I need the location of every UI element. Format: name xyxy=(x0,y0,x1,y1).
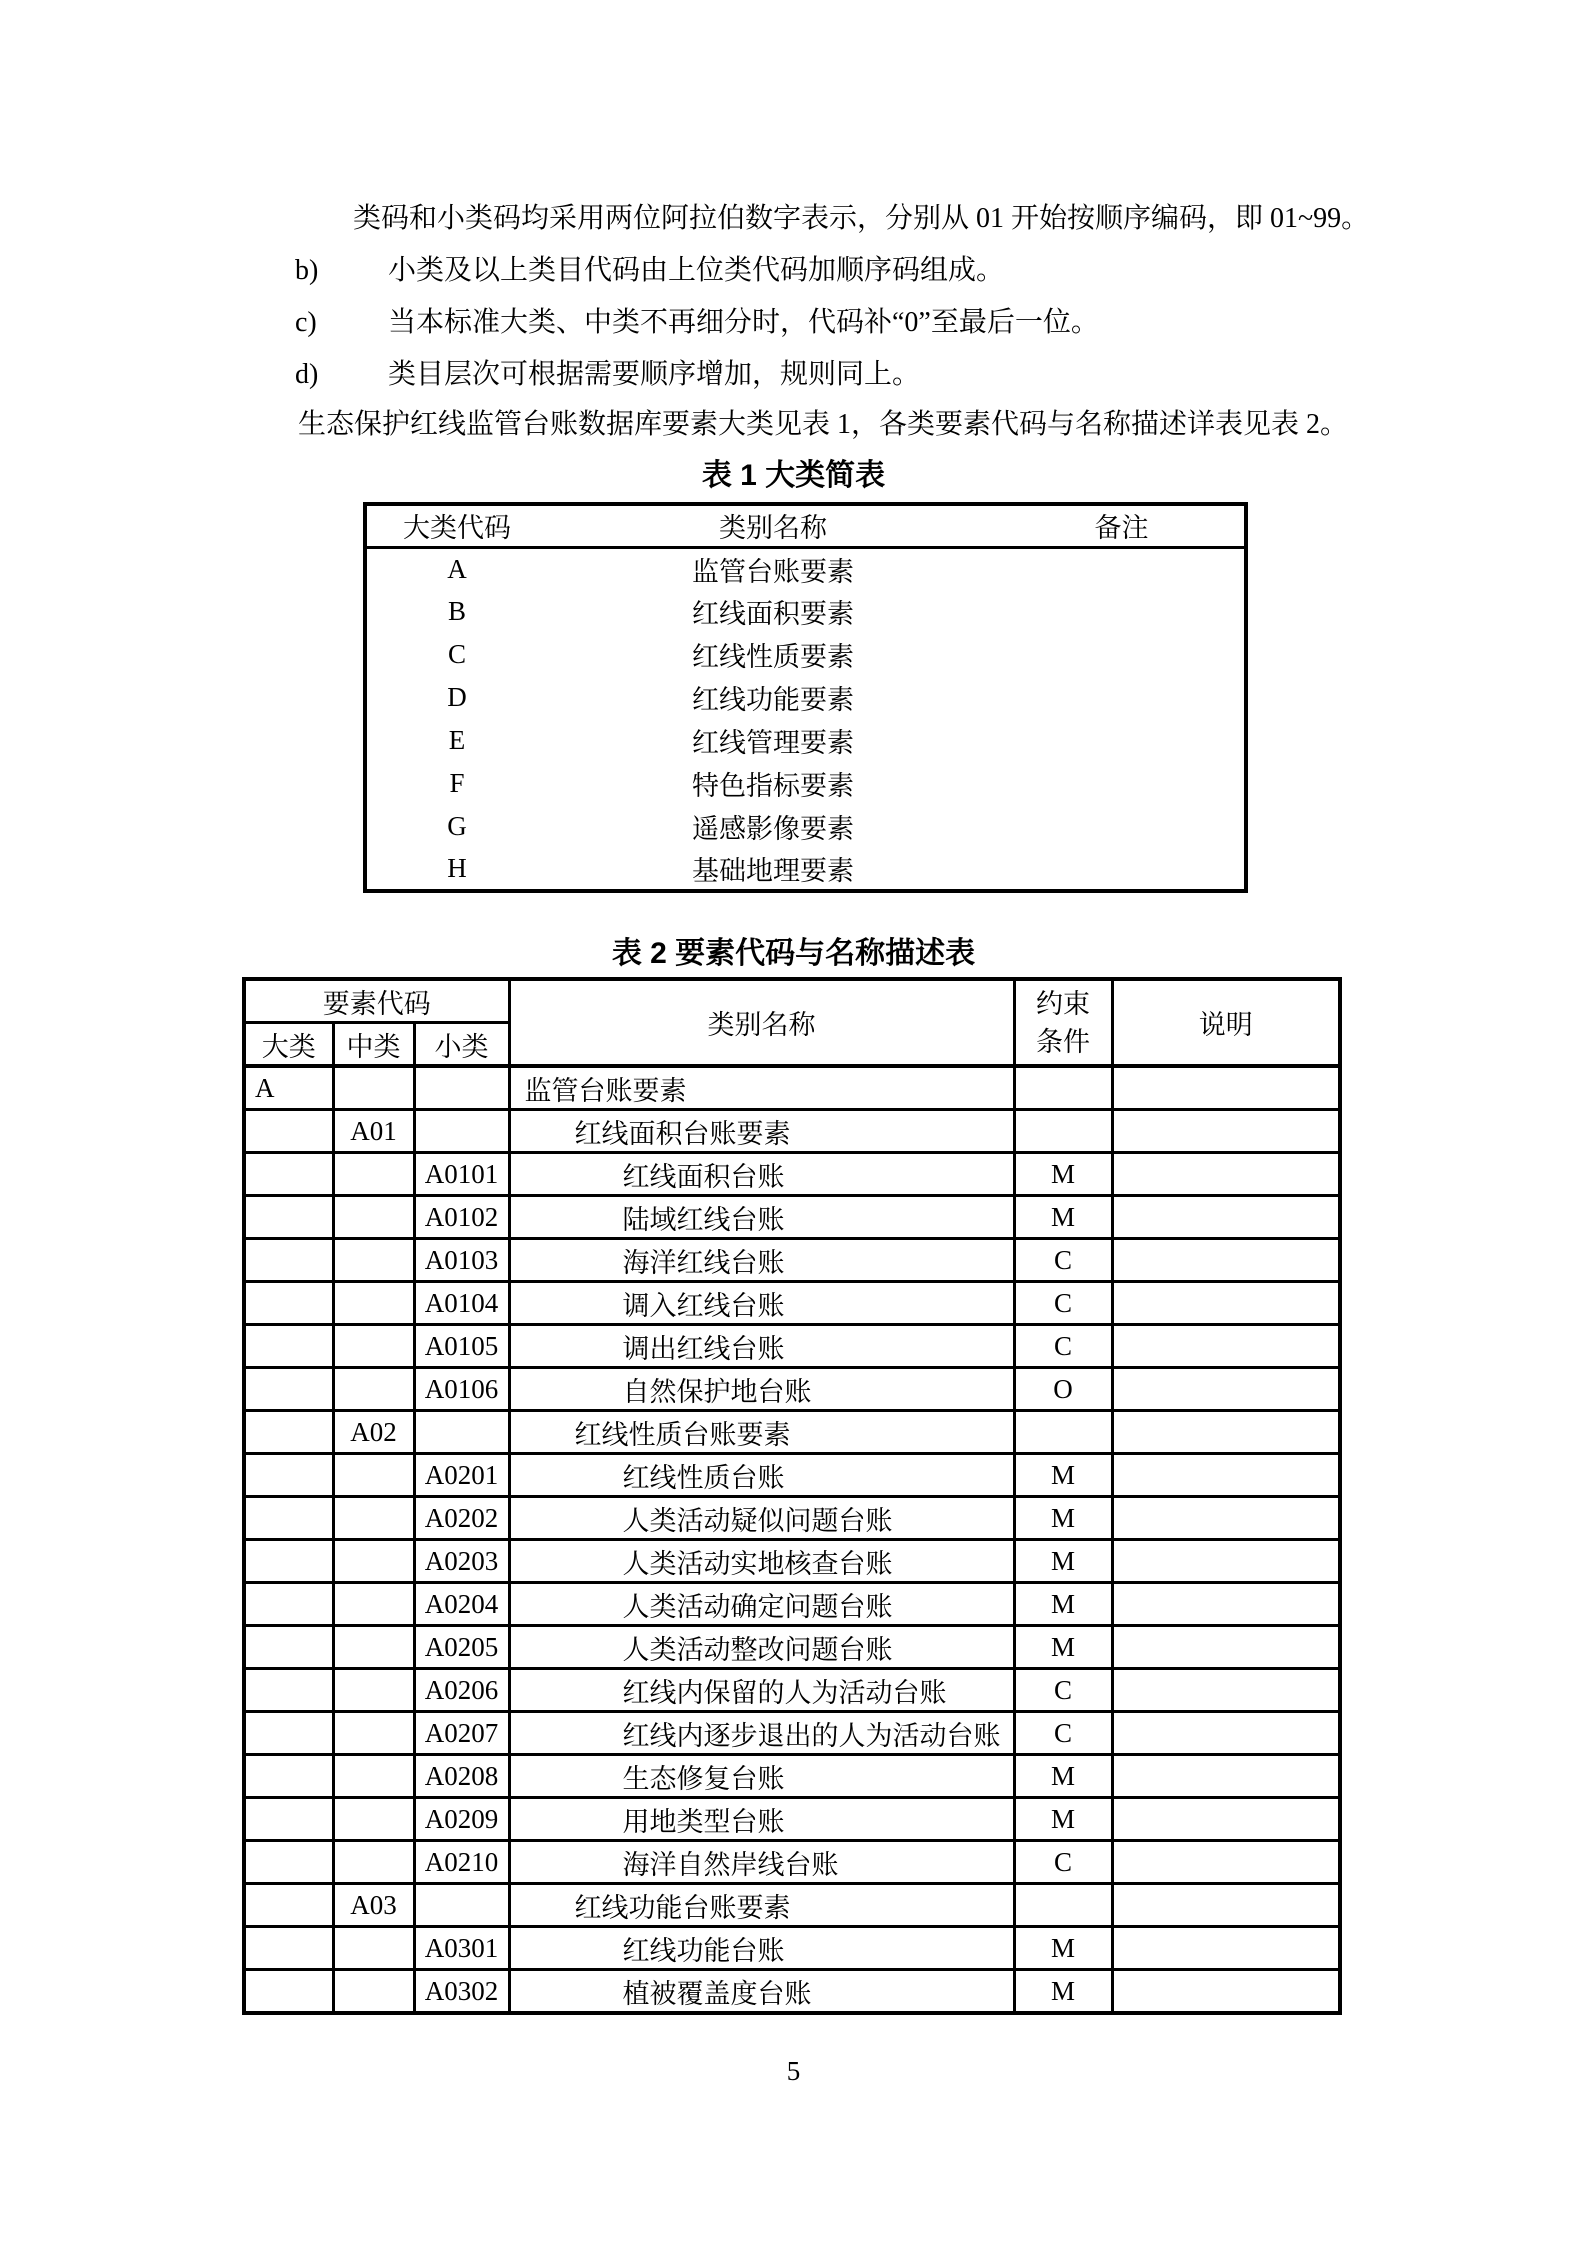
table1-header-row xyxy=(365,504,1246,547)
table2-row xyxy=(244,1755,1340,1798)
constraint-cell: C xyxy=(1014,1712,1112,1755)
table2-row xyxy=(244,1583,1340,1626)
mid-class-cell: A03 xyxy=(333,1884,414,1927)
description-cell xyxy=(1112,1540,1340,1583)
table2-header-row-1 xyxy=(244,979,1340,1023)
major-code-cell: B xyxy=(447,596,466,626)
mid-class-cell xyxy=(333,1755,414,1798)
note-cell xyxy=(999,676,1246,719)
minor-class-cell xyxy=(414,1884,509,1927)
description-cell xyxy=(1112,1497,1340,1540)
mid-class-cell: A01 xyxy=(333,1110,414,1153)
major-code-cell: A xyxy=(447,553,467,584)
minor-class-cell: A0105 xyxy=(414,1325,509,1368)
major-class-cell xyxy=(244,1239,333,1282)
category-name-cell: 红线面积台账 xyxy=(509,1153,1014,1196)
category-name-cell: 人类活动整改问题台账 xyxy=(509,1626,1014,1669)
category-name-cell: 红线性质要素 xyxy=(692,642,854,672)
table2-header-description: 说明 xyxy=(1112,979,1340,1066)
mid-class-cell xyxy=(333,1927,414,1970)
minor-class-cell: A0201 xyxy=(414,1454,509,1497)
major-code-cell: G xyxy=(447,811,467,841)
minor-class-cell: A0104 xyxy=(414,1282,509,1325)
major-class-cell xyxy=(244,1927,333,1970)
major-class-cell xyxy=(244,1110,333,1153)
constraint-cell: M xyxy=(1014,1626,1112,1669)
intro-paragraph: 生态保护红线监管台账数据库要素大类见表 1，各类要素代码与名称描述详表见表 2。 xyxy=(298,409,1349,440)
table1-row xyxy=(365,676,1246,719)
category-name-cell: 红线内保留的人为活动台账 xyxy=(509,1669,1014,1712)
category-name-cell: 监管台账要素 xyxy=(509,1066,1014,1110)
constraint-cell: M xyxy=(1014,1927,1112,1970)
constraint-cell: C xyxy=(1014,1669,1112,1712)
table2-row xyxy=(244,1540,1340,1583)
mid-class-cell xyxy=(333,1239,414,1282)
table1-row xyxy=(365,848,1246,891)
major-class-cell: A xyxy=(244,1066,333,1110)
minor-class-cell: A0102 xyxy=(414,1196,509,1239)
major-code-cell: E xyxy=(448,725,466,755)
table2-row xyxy=(244,1669,1340,1712)
description-cell xyxy=(1112,1325,1340,1368)
description-cell xyxy=(1112,1066,1340,1110)
constraint-cell: M xyxy=(1014,1497,1112,1540)
mid-class-cell xyxy=(333,1153,414,1196)
table1-row xyxy=(365,805,1246,848)
major-class-cell xyxy=(244,1196,333,1239)
mid-class-cell xyxy=(333,1540,414,1583)
mid-class-cell xyxy=(333,1066,414,1110)
mid-class-cell xyxy=(333,1282,414,1325)
category-name-cell: 遥感影像要素 xyxy=(692,814,854,844)
category-name-cell: 红线功能要素 xyxy=(692,685,854,715)
list-marker-b: b) xyxy=(295,255,319,286)
description-cell xyxy=(1112,1153,1340,1196)
constraint-cell: C xyxy=(1014,1282,1112,1325)
table2-row xyxy=(244,1196,1340,1239)
table2-row xyxy=(244,1454,1340,1497)
list-marker-d: d) xyxy=(295,359,319,390)
table1-body xyxy=(365,547,1246,891)
note-cell xyxy=(999,719,1246,762)
major-class-cell xyxy=(244,1540,333,1583)
major-class-cell xyxy=(244,1497,333,1540)
minor-class-cell: A0302 xyxy=(414,1970,509,2014)
page-number: 5 xyxy=(786,2056,801,2086)
category-name-cell: 红线性质台账 xyxy=(509,1454,1014,1497)
category-name-cell: 自然保护地台账 xyxy=(509,1368,1014,1411)
category-name-cell: 植被覆盖度台账 xyxy=(509,1970,1014,2014)
mid-class-cell xyxy=(333,1798,414,1841)
major-class-cell xyxy=(244,1712,333,1755)
table2-row xyxy=(244,1110,1340,1153)
note-cell xyxy=(999,848,1246,891)
table1-row xyxy=(365,633,1246,676)
minor-class-cell xyxy=(414,1411,509,1454)
category-name-cell: 红线面积要素 xyxy=(692,599,854,629)
category-name-cell: 海洋自然岸线台账 xyxy=(509,1841,1014,1884)
table2-row xyxy=(244,1884,1340,1927)
table2-row xyxy=(244,1497,1340,1540)
constraint-cell: O xyxy=(1014,1368,1112,1411)
minor-class-cell: A0208 xyxy=(414,1755,509,1798)
list-marker-c: c) xyxy=(295,307,317,338)
minor-class-cell: A0101 xyxy=(414,1153,509,1196)
category-name-cell: 调出红线台账 xyxy=(509,1325,1014,1368)
constraint-cell: C xyxy=(1014,1325,1112,1368)
description-cell xyxy=(1112,1454,1340,1497)
constraint-cell: M xyxy=(1014,1798,1112,1841)
major-class-cell xyxy=(244,1755,333,1798)
minor-class-cell xyxy=(414,1110,509,1153)
major-class-cell xyxy=(244,1325,333,1368)
note-cell xyxy=(999,762,1246,805)
major-class-cell xyxy=(244,1841,333,1884)
table1-row xyxy=(365,547,1246,590)
major-class-cell xyxy=(244,1411,333,1454)
table1 xyxy=(363,502,1248,893)
description-cell xyxy=(1112,1712,1340,1755)
constraint-cell: M xyxy=(1014,1454,1112,1497)
description-cell xyxy=(1112,1755,1340,1798)
mid-class-cell xyxy=(333,1669,414,1712)
category-name-cell: 红线功能台账 xyxy=(509,1927,1014,1970)
major-class-cell xyxy=(244,1368,333,1411)
table1-header-note: 备注 xyxy=(1094,513,1149,544)
mid-class-cell xyxy=(333,1841,414,1884)
constraint-cell xyxy=(1014,1066,1112,1110)
table2-title: 表 2 要素代码与名称描述表 xyxy=(611,937,976,970)
table2-row xyxy=(244,1325,1340,1368)
constraint-cell: C xyxy=(1014,1239,1112,1282)
category-name-cell: 红线管理要素 xyxy=(692,728,854,758)
constraint-label-line2: 条件 xyxy=(1036,1026,1091,1057)
table2-header-minor: 小类 xyxy=(414,1023,509,1067)
constraint-label-line1: 约束 xyxy=(1036,988,1091,1019)
description-cell xyxy=(1112,1927,1340,1970)
table1-header-category-name: 类别名称 xyxy=(719,513,827,544)
constraint-cell: M xyxy=(1014,1153,1112,1196)
category-name-cell: 特色指标要素 xyxy=(692,771,854,801)
description-cell xyxy=(1112,1411,1340,1454)
major-class-cell xyxy=(244,1282,333,1325)
table1-header-major-code: 大类代码 xyxy=(403,513,511,544)
major-class-cell xyxy=(244,1583,333,1626)
table1-row xyxy=(365,762,1246,805)
major-code-cell: H xyxy=(447,853,467,883)
table2-header-mid: 中类 xyxy=(333,1023,414,1067)
mid-class-cell xyxy=(333,1196,414,1239)
category-name-cell: 红线功能台账要素 xyxy=(509,1884,1014,1927)
table2-row xyxy=(244,1368,1340,1411)
description-cell xyxy=(1112,1583,1340,1626)
list-item-b xyxy=(295,255,1004,287)
category-name-cell: 红线性质台账要素 xyxy=(509,1411,1014,1454)
description-cell xyxy=(1112,1239,1340,1282)
list-text-c: 当本标准大类、中类不再细分时，代码补“0”至最后一位。 xyxy=(388,307,1099,338)
list-text-b: 小类及以上类目代码由上位类代码加顺序码组成。 xyxy=(388,255,1005,286)
minor-class-cell: A0301 xyxy=(414,1927,509,1970)
major-code-cell: F xyxy=(449,768,465,798)
description-cell xyxy=(1112,1884,1340,1927)
category-name-cell: 陆域红线台账 xyxy=(509,1196,1014,1239)
minor-class-cell: A0209 xyxy=(414,1798,509,1841)
minor-class-cell: A0205 xyxy=(414,1626,509,1669)
major-code-cell: D xyxy=(447,682,467,712)
list-text-d: 类目层次可根据需要顺序增加，规则同上。 xyxy=(388,359,921,390)
minor-class-cell: A0207 xyxy=(414,1712,509,1755)
table2-header-code-group: 要素代码 xyxy=(244,979,509,1023)
major-class-cell xyxy=(244,1454,333,1497)
minor-class-cell: A0206 xyxy=(414,1669,509,1712)
category-name-cell: 监管台账要素 xyxy=(692,556,854,587)
mid-class-cell xyxy=(333,1454,414,1497)
mid-class-cell xyxy=(333,1970,414,2014)
constraint-cell: C xyxy=(1014,1841,1112,1884)
category-name-cell: 红线面积台账要素 xyxy=(509,1110,1014,1153)
table2-row xyxy=(244,1798,1340,1841)
table2-row xyxy=(244,1927,1340,1970)
minor-class-cell: A0203 xyxy=(414,1540,509,1583)
constraint-cell: M xyxy=(1014,1196,1112,1239)
constraint-cell: M xyxy=(1014,1540,1112,1583)
major-class-cell xyxy=(244,1669,333,1712)
description-cell xyxy=(1112,1196,1340,1239)
major-class-cell xyxy=(244,1884,333,1927)
table2-row xyxy=(244,1282,1340,1325)
table2-row xyxy=(244,1712,1340,1755)
description-cell xyxy=(1112,1368,1340,1411)
table2-body xyxy=(244,1066,1340,2013)
list-item-c xyxy=(295,307,1099,339)
minor-class-cell: A0204 xyxy=(414,1583,509,1626)
table2-row xyxy=(244,1153,1340,1196)
mid-class-cell xyxy=(333,1626,414,1669)
minor-class-cell xyxy=(414,1066,509,1110)
category-name-cell: 用地类型台账 xyxy=(509,1798,1014,1841)
table2 xyxy=(242,977,1342,2015)
note-cell xyxy=(999,805,1246,848)
minor-class-cell: A0202 xyxy=(414,1497,509,1540)
minor-class-cell: A0103 xyxy=(414,1239,509,1282)
major-class-cell xyxy=(244,1626,333,1669)
constraint-cell: M xyxy=(1014,1755,1112,1798)
constraint-cell: M xyxy=(1014,1583,1112,1626)
list-item-d xyxy=(295,359,920,391)
major-class-cell xyxy=(244,1970,333,2014)
table1-row xyxy=(365,590,1246,633)
mid-class-cell xyxy=(333,1583,414,1626)
description-cell xyxy=(1112,1798,1340,1841)
category-name-cell: 海洋红线台账 xyxy=(509,1239,1014,1282)
table1-title: 表 1 大类简表 xyxy=(701,459,886,492)
table2-header-constraint xyxy=(1014,979,1112,1066)
category-name-cell: 调入红线台账 xyxy=(509,1282,1014,1325)
table2-row xyxy=(244,1841,1340,1884)
table2-row xyxy=(244,1066,1340,1110)
table1-row xyxy=(365,719,1246,762)
table2-header-major: 大类 xyxy=(244,1023,333,1067)
table2-row xyxy=(244,1411,1340,1454)
description-cell xyxy=(1112,1110,1340,1153)
constraint-cell: M xyxy=(1014,1970,1112,2014)
note-cell xyxy=(999,633,1246,676)
category-name-cell: 人类活动疑似问题台账 xyxy=(509,1497,1014,1540)
table2-row xyxy=(244,1970,1340,2014)
mid-class-cell xyxy=(333,1368,414,1411)
table2-row xyxy=(244,1239,1340,1282)
mid-class-cell: A02 xyxy=(333,1411,414,1454)
description-cell xyxy=(1112,1970,1340,2014)
constraint-cell xyxy=(1014,1411,1112,1454)
description-cell xyxy=(1112,1282,1340,1325)
category-name-cell: 人类活动确定问题台账 xyxy=(509,1583,1014,1626)
mid-class-cell xyxy=(333,1497,414,1540)
category-name-cell: 红线内逐步退出的人为活动台账 xyxy=(509,1712,1014,1755)
major-code-cell: C xyxy=(447,639,466,669)
description-cell xyxy=(1112,1841,1340,1884)
table2-header-category-name: 类别名称 xyxy=(509,979,1014,1066)
category-name-cell: 生态修复台账 xyxy=(509,1755,1014,1798)
major-class-cell xyxy=(244,1153,333,1196)
constraint-cell xyxy=(1014,1110,1112,1153)
major-class-cell xyxy=(244,1798,333,1841)
intro-continuation-line: 类码和小类码均采用两位阿拉伯数字表示，分别从 01 开始按顺序编码，即 01~99。 xyxy=(353,203,1370,234)
category-name-cell: 人类活动实地核查台账 xyxy=(509,1540,1014,1583)
mid-class-cell xyxy=(333,1325,414,1368)
mid-class-cell xyxy=(333,1712,414,1755)
minor-class-cell: A0210 xyxy=(414,1841,509,1884)
constraint-cell xyxy=(1014,1884,1112,1927)
note-cell xyxy=(999,547,1246,590)
minor-class-cell: A0106 xyxy=(414,1368,509,1411)
note-cell xyxy=(999,590,1246,633)
description-cell xyxy=(1112,1626,1340,1669)
description-cell xyxy=(1112,1669,1340,1712)
table2-row xyxy=(244,1626,1340,1669)
category-name-cell: 基础地理要素 xyxy=(692,856,854,886)
